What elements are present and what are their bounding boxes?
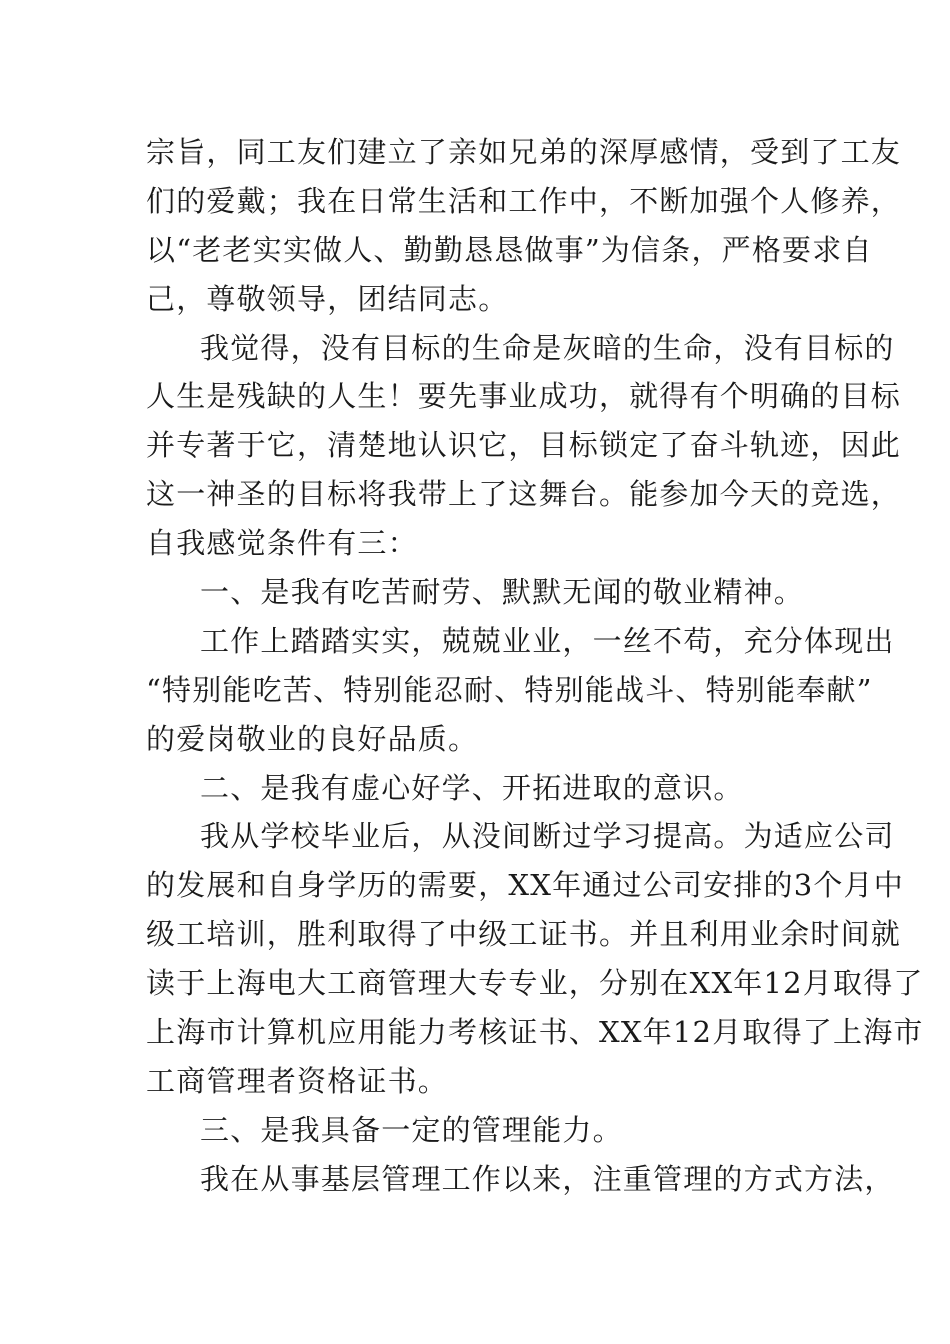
text-line: 并专著于它，清楚地认识它，目标锁定了奋斗轨迹，因此	[146, 428, 902, 463]
text-line: 工商管理者资格证书。	[146, 1063, 449, 1098]
text-line: 的爱岗敬业的良好品质。	[146, 721, 479, 756]
text-line: 工作上踏踏实实，兢兢业业，一丝不苟，充分体现出	[200, 623, 895, 658]
paragraph	[146, 568, 816, 617]
text-line: 自我感觉条件有三：	[146, 526, 418, 561]
paragraph	[146, 812, 924, 1105]
text-line: 宗旨，同工友们建立了亲如兄弟的深厚感情，受到了工友	[146, 135, 902, 169]
text-line: 我在从事基层管理工作以来，注重管理的方式方法，	[200, 1161, 895, 1196]
text-line: 上海市计算机应用能力考核证书、XX年12月取得了上海市	[146, 1015, 924, 1050]
text-line: 以“老老实实做人、勤勤恳恳做事”为信条，严格要求自	[146, 232, 873, 267]
text-line: 这一神圣的目标将我带上了这舞台。能参加今天的竞选，	[146, 477, 902, 512]
text-line: “特别能吃苦、特别能忍耐、特别能战斗、特别能奉献”	[146, 672, 873, 707]
text-line: 我从学校毕业后，从没间断过学习提高。为适应公司	[200, 819, 895, 854]
text-line: 我觉得，没有目标的生命是灰暗的生命，没有目标的	[200, 330, 895, 365]
paragraph	[146, 324, 902, 568]
paragraph	[146, 764, 816, 813]
paragraph	[146, 1155, 895, 1204]
text-line: 一、是我有吃苦耐劳、默默无闻的敬业精神。	[200, 575, 805, 610]
document-body	[146, 128, 924, 1204]
text-line: 人生是残缺的人生！要先事业成功，就得有个明确的目标	[146, 379, 902, 414]
text-line: 己，尊敬领导，团结同志。	[146, 281, 509, 316]
text-line: 的发展和自身学历的需要，XX年通过公司安排的3个月中	[146, 868, 904, 903]
paragraph	[146, 617, 895, 764]
paragraph	[146, 1106, 816, 1155]
text-line: 级工培训，胜利取得了中级工证书。并且利用业余时间就	[146, 917, 902, 952]
text-line: 读于上海电大工商管理大专专业，分别在XX年12月取得了	[146, 966, 924, 1001]
text-line: 三、是我具备一定的管理能力。	[200, 1112, 623, 1147]
text-line: 二、是我有虚心好学、开拓进取的意识。	[200, 770, 744, 805]
paragraph	[146, 128, 902, 324]
text-line: 们的爱戴；我在日常生活和工作中，不断加强个人修养，	[146, 183, 902, 218]
